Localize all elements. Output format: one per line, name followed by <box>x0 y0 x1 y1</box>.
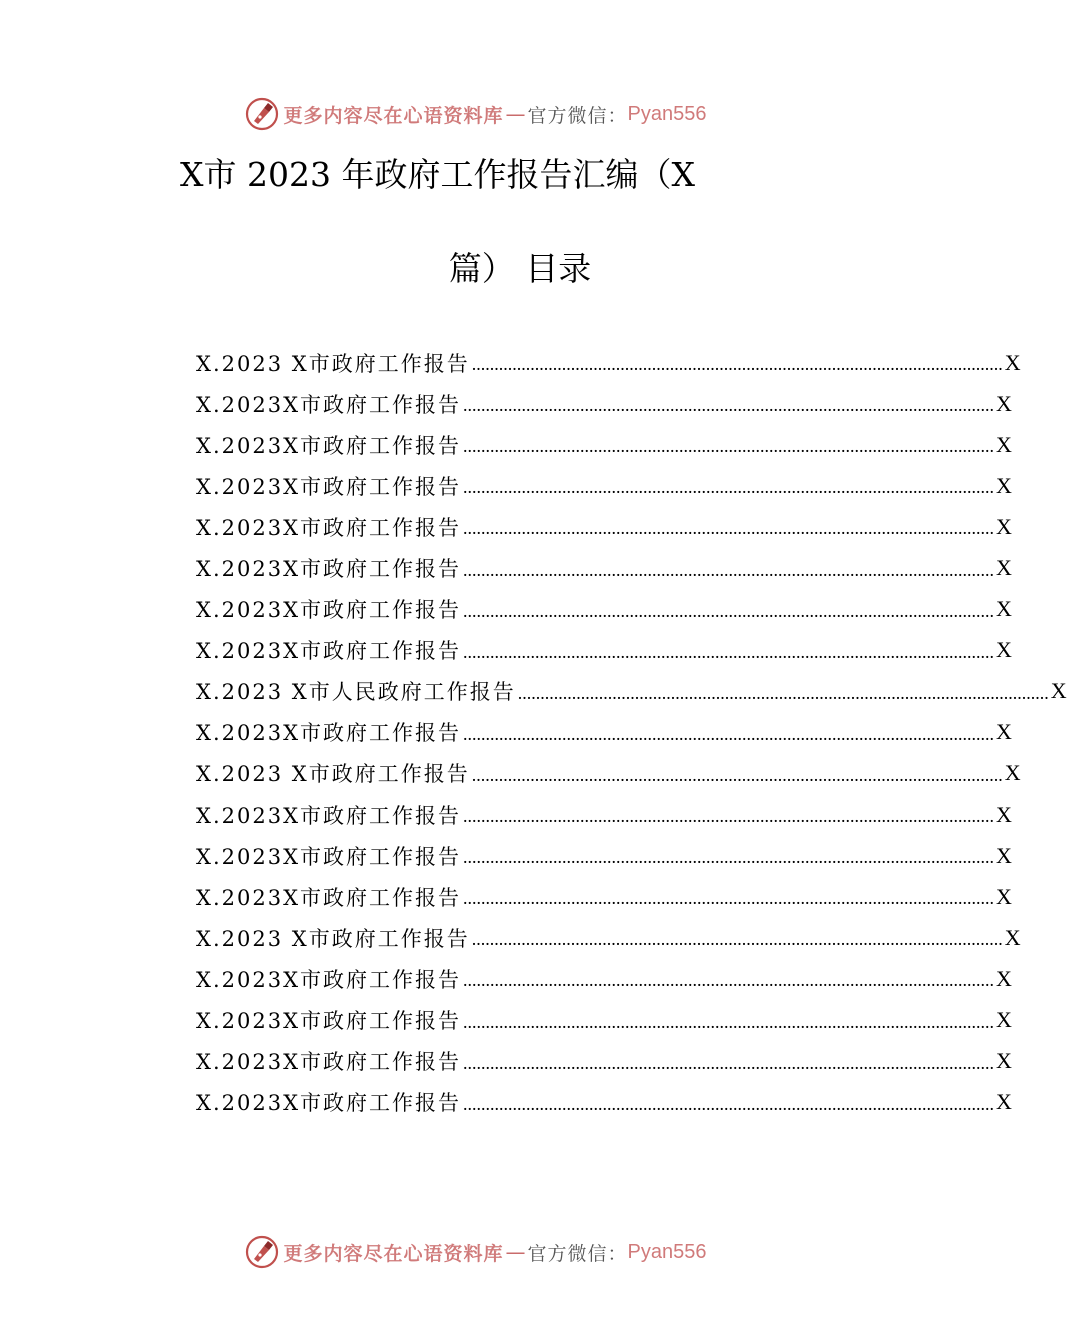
toc-entry-page: X <box>996 1048 1012 1074</box>
toc-entry-label: X.2023X市政府工作报告 <box>196 1091 462 1116</box>
toc-dot-leader: ...................................................................................................................... <box>463 1093 995 1114</box>
toc-dot-leader: ...................................................................................................................... <box>463 1052 995 1073</box>
toc-entry-label: X.2023 X市政府工作报告 <box>196 926 470 951</box>
toc-entry-page: X <box>996 472 1012 498</box>
toc-entry[interactable] <box>196 835 1012 876</box>
toc-entry-label: X.2023X市政府工作报告 <box>196 1009 462 1034</box>
toc-entry[interactable] <box>196 547 1012 588</box>
toc-entry[interactable] <box>196 465 1012 506</box>
toc-entry[interactable] <box>196 342 1021 383</box>
banner-wechat-label: 官方微信： <box>527 1242 628 1265</box>
toc-entry-page: X <box>996 596 1012 622</box>
toc-entry-page: X <box>996 637 1012 663</box>
toc-entry-label: X.2023X市政府工作报告 <box>196 1050 462 1075</box>
toc-entry[interactable] <box>196 1041 1012 1082</box>
toc-entry-page: X <box>996 801 1012 827</box>
toc-entry-page: X <box>1004 349 1021 375</box>
toc-entry[interactable] <box>196 753 1021 794</box>
toc-entry-page: X <box>1050 678 1067 704</box>
toc-entry[interactable] <box>196 589 1012 630</box>
toc-entry-page: X <box>996 842 1012 868</box>
toc-entry-label: X.2023X市政府工作报告 <box>196 844 462 869</box>
banner-wechat-label: 官方微信： <box>527 104 628 127</box>
toc-entry-page: X <box>996 1007 1012 1033</box>
toc-entry-page: X <box>1004 924 1021 950</box>
table-of-contents <box>196 342 1067 1123</box>
toc-dot-leader: ...................................................................................................................... <box>471 354 1003 375</box>
pen-nib-logo-icon <box>244 96 280 132</box>
document-title-line1: X市 2023 年政府工作报告汇编（X <box>180 155 695 194</box>
toc-dot-leader: ...................................................................................................................... <box>463 1011 995 1032</box>
toc-dot-leader: ...................................................................................................................... <box>463 477 995 498</box>
toc-entry-label: X.2023 X市政府工作报告 <box>196 351 470 376</box>
toc-dot-leader: ...................................................................................................................... <box>463 723 995 744</box>
toc-entry[interactable] <box>196 917 1021 958</box>
toc-dot-leader: ...................................................................................................................... <box>463 518 995 539</box>
toc-entry-page: X <box>996 431 1012 457</box>
toc-entry-label: X.2023 X市政府工作报告 <box>196 762 470 787</box>
banner-main-text: 更多内容尽在心语资料库 <box>283 104 504 127</box>
toc-entry-page: X <box>996 555 1012 581</box>
toc-entry-label: X.2023X市政府工作报告 <box>196 598 462 623</box>
banner-dash: — <box>505 1240 526 1264</box>
toc-entry-page: X <box>996 1089 1012 1115</box>
toc-dot-leader: ...................................................................................................................... <box>463 847 995 868</box>
toc-entry[interactable] <box>196 506 1012 547</box>
banner-dash: — <box>505 102 526 126</box>
header-banner <box>0 94 950 134</box>
toc-entry-label: X.2023X市政府工作报告 <box>196 474 462 499</box>
toc-entry[interactable] <box>196 876 1012 917</box>
toc-entry-page: X <box>1004 760 1021 786</box>
toc-entry[interactable] <box>196 383 1012 424</box>
toc-dot-leader: ...................................................................................................................... <box>463 600 995 621</box>
toc-dot-leader: ...................................................................................................................... <box>463 559 995 580</box>
banner-main-text: 更多内容尽在心语资料库 <box>283 1242 504 1265</box>
toc-entry[interactable] <box>196 794 1012 835</box>
toc-entry-label: X.2023 X市人民政府工作报告 <box>196 680 516 705</box>
toc-dot-leader: ...................................................................................................................... <box>471 764 1003 785</box>
toc-entry-label: X.2023X市政府工作报告 <box>196 433 462 458</box>
toc-entry-label: X.2023X市政府工作报告 <box>196 803 462 828</box>
toc-entry[interactable] <box>196 712 1012 753</box>
toc-dot-leader: ...................................................................................................................... <box>463 888 995 909</box>
toc-entry-label: X.2023X市政府工作报告 <box>196 557 462 582</box>
toc-entry[interactable] <box>196 630 1012 671</box>
toc-entry-page: X <box>996 719 1012 745</box>
document-title-line2: 篇） 目录 <box>448 249 592 288</box>
toc-entry-page: X <box>996 965 1012 991</box>
toc-dot-leader: ...................................................................................................................... <box>463 436 995 457</box>
footer-banner <box>0 1232 950 1272</box>
toc-dot-leader: ...................................................................................................................... <box>463 970 995 991</box>
toc-entry[interactable] <box>196 1000 1012 1041</box>
toc-dot-leader: ...................................................................................................................... <box>471 929 1003 950</box>
pen-nib-logo-icon <box>244 1234 280 1270</box>
toc-dot-leader: ...................................................................................................................... <box>517 682 1049 703</box>
toc-entry-label: X.2023X市政府工作报告 <box>196 967 462 992</box>
toc-entry[interactable] <box>196 671 1067 712</box>
banner-wechat-id: Pyan556 <box>627 1240 707 1263</box>
toc-entry-label: X.2023X市政府工作报告 <box>196 885 462 910</box>
toc-entry[interactable] <box>196 958 1012 999</box>
toc-entry-label: X.2023X市政府工作报告 <box>196 639 462 664</box>
toc-entry-page: X <box>996 513 1012 539</box>
toc-entry[interactable] <box>196 1082 1012 1123</box>
toc-entry-page: X <box>996 390 1012 416</box>
toc-dot-leader: ...................................................................................................................... <box>463 806 995 827</box>
toc-entry[interactable] <box>196 424 1012 465</box>
toc-entry-label: X.2023X市政府工作报告 <box>196 721 462 746</box>
toc-entry-page: X <box>996 883 1012 909</box>
toc-entry-label: X.2023X市政府工作报告 <box>196 392 462 417</box>
toc-dot-leader: ...................................................................................................................... <box>463 395 995 416</box>
toc-dot-leader: ...................................................................................................................... <box>463 641 995 662</box>
toc-entry-label: X.2023X市政府工作报告 <box>196 515 462 540</box>
banner-wechat-id: Pyan556 <box>627 102 707 125</box>
